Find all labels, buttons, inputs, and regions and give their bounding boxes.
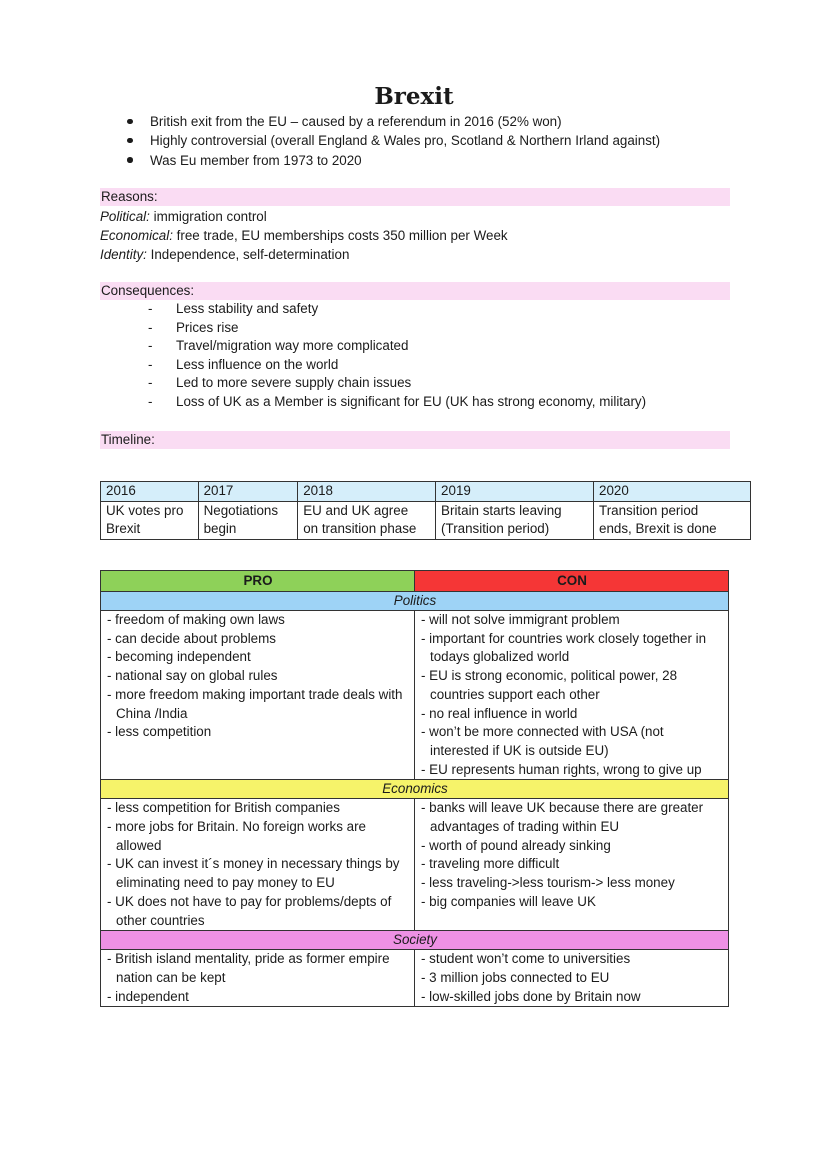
con-item: - will not solve immigrant problem bbox=[421, 612, 620, 627]
con-item: - banks will leave UK because there are greater advantages of trading within EU bbox=[421, 800, 704, 835]
con-item: - EU is strong economic, political power, 28 countries support each other bbox=[421, 668, 678, 702]
timeline-event bbox=[436, 501, 594, 539]
society-pro-cell bbox=[101, 950, 415, 1007]
pro-item: - national say on global rules bbox=[107, 668, 278, 684]
section-row-society bbox=[101, 931, 729, 950]
reason-economical bbox=[100, 226, 508, 245]
con-item: - low-skilled jobs done by Britain now bbox=[421, 988, 641, 1004]
consequence-text: Led to more severe supply chain issues bbox=[176, 375, 412, 391]
timeline-event bbox=[298, 501, 436, 539]
pro-item: - becoming independent bbox=[107, 649, 251, 665]
timeline-event bbox=[101, 501, 199, 539]
con-item: - 3 million jobs connected to EU bbox=[421, 969, 610, 985]
intro-bullet-list bbox=[124, 112, 660, 170]
timeline-year-row bbox=[101, 482, 751, 502]
consequence-item bbox=[148, 300, 646, 319]
event-line: (Transition period) bbox=[441, 521, 550, 537]
section-content-economics bbox=[101, 799, 729, 931]
timeline-year: 2017 bbox=[198, 482, 298, 502]
con-item: - no real influence in world bbox=[421, 705, 578, 721]
consequence-item bbox=[148, 393, 646, 412]
con-item: - EU represents human rights, wrong to give up bbox=[421, 761, 702, 777]
section-heading-economics: Economics bbox=[101, 780, 729, 799]
section-row-economics bbox=[101, 780, 729, 799]
reason-label: Political: bbox=[100, 209, 150, 224]
politics-pro-cell bbox=[101, 611, 415, 780]
event-line: Transition period bbox=[599, 502, 699, 518]
con-header: CON bbox=[415, 571, 729, 592]
timeline-year: 2018 bbox=[298, 482, 436, 502]
society-con-cell bbox=[415, 950, 729, 1007]
con-item: - won’t be more connected with USA (not interested if UK is outside EU) bbox=[421, 724, 664, 758]
intro-bullet: Highly controversial (overall England & Wales pro, Scotland & Northern Irland against) bbox=[124, 131, 660, 150]
con-item: - student won’t come to universities bbox=[421, 951, 631, 967]
economics-pro-cell bbox=[101, 799, 415, 931]
event-line: EU and UK agree bbox=[303, 502, 409, 518]
event-line: Brexit bbox=[106, 521, 141, 537]
timeline-year: 2019 bbox=[436, 482, 594, 502]
reason-text: Independence, self-determination bbox=[146, 247, 350, 262]
con-item: - big companies will leave UK bbox=[421, 893, 596, 909]
consequence-text: Prices rise bbox=[176, 319, 239, 335]
dash-marker: - bbox=[148, 301, 153, 316]
pro-item: - more jobs for Britain. No foreign works are allowed bbox=[107, 819, 366, 853]
economics-con-cell bbox=[415, 799, 729, 931]
event-line: UK votes pro bbox=[106, 502, 184, 518]
section-row-politics bbox=[101, 592, 729, 611]
pro-item: - UK does not have to pay for problems/depts of other countries bbox=[107, 893, 392, 928]
consequence-text: Less influence on the world bbox=[176, 356, 339, 372]
consequence-item bbox=[148, 356, 646, 375]
timeline-year: 2020 bbox=[594, 482, 751, 502]
timeline-year: 2016 bbox=[101, 482, 199, 502]
pro-con-table bbox=[100, 570, 729, 1007]
dash-marker: - bbox=[148, 356, 153, 372]
event-line: on transition phase bbox=[303, 521, 417, 537]
timeline-table bbox=[100, 481, 751, 540]
dash-marker: - bbox=[148, 375, 153, 391]
section-heading-politics: Politics bbox=[101, 592, 729, 611]
consequences-list bbox=[148, 300, 646, 412]
timeline-event-row bbox=[101, 501, 751, 539]
event-line: ends, Brexit is done bbox=[599, 521, 717, 537]
section-heading-society: Society bbox=[101, 931, 729, 950]
con-item: - less traveling->less tourism-> less money bbox=[421, 875, 675, 891]
consequence-text: Loss of UK as a Member is significant for EU (UK has strong economy, military) bbox=[176, 393, 647, 409]
con-item: - worth of pound already sinking bbox=[421, 837, 611, 853]
timeline-heading: Timeline: bbox=[100, 431, 730, 449]
reasons-heading: Reasons: bbox=[100, 188, 730, 206]
page-title: Brexit bbox=[374, 83, 454, 110]
event-line: begin bbox=[203, 521, 237, 537]
pro-con-header-row bbox=[101, 571, 729, 592]
dash-marker: - bbox=[148, 338, 153, 354]
consequence-text: Travel/migration way more complicated bbox=[176, 338, 409, 354]
reason-identity bbox=[100, 245, 349, 264]
section-content-society bbox=[101, 950, 729, 1007]
intro-bullet: Was Eu member from 1973 to 2020 bbox=[124, 151, 660, 170]
reason-text: immigration control bbox=[149, 209, 267, 224]
pro-item: - more freedom making important trade deals with China /India bbox=[107, 686, 403, 721]
consequence-item bbox=[148, 319, 646, 338]
pro-item: - freedom of making own laws bbox=[107, 612, 285, 627]
reason-political bbox=[100, 207, 267, 226]
pro-header: PRO bbox=[101, 571, 415, 592]
pro-item: - less competition for British companies bbox=[107, 800, 340, 816]
intro-bullet: British exit from the EU – caused by a referendum in 2016 (52% won) bbox=[124, 112, 660, 131]
dash-marker: - bbox=[148, 319, 153, 335]
reason-label: Economical: bbox=[100, 228, 173, 243]
pro-item: - British island mentality, pride as former empire nation can be kept bbox=[107, 951, 390, 985]
timeline-event bbox=[594, 501, 751, 539]
event-line: Britain starts leaving bbox=[441, 502, 562, 518]
event-line: Negotiations bbox=[203, 502, 279, 518]
con-item: - important for countries work closely together in todays globalized world bbox=[421, 630, 707, 665]
reason-text: free trade, EU memberships costs 350 million per Week bbox=[172, 228, 508, 243]
consequence-text: Less stability and safety bbox=[176, 301, 319, 316]
consequence-item bbox=[148, 374, 646, 393]
pro-item: - UK can invest it´s money in necessary things by eliminating need to pay money to EU bbox=[107, 856, 400, 891]
reason-label: Identity: bbox=[100, 247, 147, 262]
pro-item: - less competition bbox=[107, 724, 212, 740]
consequences-heading: Consequences: bbox=[100, 282, 730, 300]
dash-marker: - bbox=[148, 393, 153, 409]
timeline-event bbox=[198, 501, 298, 539]
pro-item: - independent bbox=[107, 988, 189, 1004]
section-content-politics bbox=[101, 611, 729, 780]
con-item: - traveling more difficult bbox=[421, 856, 560, 872]
pro-item: - can decide about problems bbox=[107, 630, 276, 646]
politics-con-cell bbox=[415, 611, 729, 780]
consequence-item bbox=[148, 337, 646, 356]
